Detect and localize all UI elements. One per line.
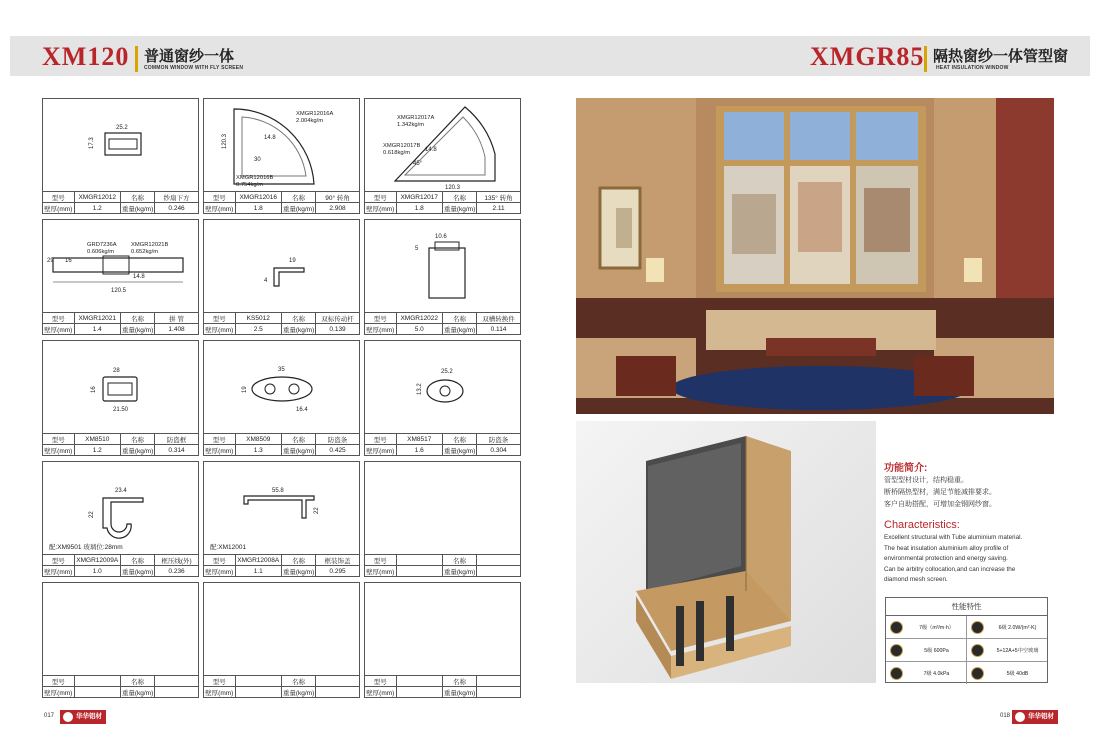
window-frame-section-image	[576, 421, 876, 683]
model-value: XMGR12008A	[235, 555, 282, 566]
svg-text:35: 35	[278, 367, 285, 373]
weight-value: 0.246	[155, 203, 198, 214]
performance-row	[886, 639, 1047, 662]
profile-section-drawing	[43, 583, 198, 676]
profile-part-label: 0.618kg/m	[383, 150, 411, 156]
profile-spec-table	[365, 191, 520, 213]
profile-spec-table	[365, 312, 520, 334]
feature-line: 断桥隔热型材，满足节能减排要求。	[884, 489, 996, 496]
model-value: KS5012	[235, 313, 282, 324]
profile-spec-table	[365, 433, 520, 455]
name-value: 防盗条	[477, 434, 520, 445]
svg-text:19: 19	[242, 386, 248, 393]
weight-label: 重量(kg/m)	[121, 687, 155, 698]
insulation-icon	[971, 621, 984, 634]
profile-part-label: XMGR12017A	[397, 115, 435, 121]
wind-pressure-icon	[890, 667, 903, 680]
name-label: 名称	[121, 192, 155, 203]
profile-card	[364, 340, 521, 456]
thickness-label: 壁厚(mm)	[204, 566, 235, 577]
name-value: 框压线(外)	[155, 555, 198, 566]
svg-text:55.8: 55.8	[272, 488, 284, 494]
weight-label: 重量(kg/m)	[443, 203, 477, 214]
right-series-title: 隔热窗纱一体管型窗	[933, 47, 1069, 65]
performance-value: 5级 600Pa	[924, 647, 949, 654]
profile-spec-table	[43, 312, 198, 334]
svg-text:30: 30	[254, 157, 261, 163]
characteristics-line: Excellent structural with Tube aluminium material.	[884, 534, 1023, 541]
characteristics-line: Can be arbitry collocation,and can increase the	[884, 565, 1016, 573]
name-label: 名称	[443, 192, 477, 203]
svg-text:14.8: 14.8	[133, 274, 145, 280]
thickness-value: 1.6	[396, 445, 443, 456]
profile-card	[364, 582, 521, 698]
name-value	[477, 676, 520, 687]
thickness-label: 壁厚(mm)	[204, 687, 235, 698]
model-label: 型号	[365, 192, 396, 203]
profile-section-drawing	[204, 341, 359, 434]
room-illustration	[576, 98, 1054, 414]
model-label: 型号	[204, 313, 235, 324]
profile-section-drawing	[43, 341, 198, 434]
thickness-value: 1.3	[235, 445, 282, 456]
model-label: 型号	[365, 434, 396, 445]
profile-section-drawing	[204, 583, 359, 676]
model-value	[235, 676, 282, 687]
characteristics-line: The heat insulation aluminium alloy profile of	[884, 544, 1009, 552]
profile-note: 配:XM9501 玻璃位:28mm	[49, 544, 123, 551]
profile-spec-table	[204, 312, 359, 334]
airtightness-icon	[890, 621, 903, 634]
svg-text:16: 16	[91, 386, 97, 393]
weight-label: 重量(kg/m)	[443, 445, 477, 456]
model-value: XMGR12016	[235, 192, 282, 203]
profile-part-label: 0.606kg/m	[87, 249, 115, 255]
weight-label: 重量(kg/m)	[282, 203, 316, 214]
profile-spec-table	[43, 554, 198, 576]
name-label: 名称	[121, 434, 155, 445]
feature-line: 客户自助搭配，可增加金钢网纱窗。	[884, 501, 996, 508]
thickness-label: 壁厚(mm)	[365, 324, 396, 335]
right-series-code: XMGR85	[810, 42, 925, 71]
thickness-value: 1.8	[396, 203, 443, 214]
thickness-value: 1.2	[74, 203, 121, 214]
model-label: 型号	[204, 555, 235, 566]
svg-text:21.50: 21.50	[113, 407, 129, 413]
profile-section-drawing	[365, 583, 520, 676]
profile-spec-table	[204, 433, 359, 455]
model-value	[74, 676, 121, 687]
thickness-label: 壁厚(mm)	[204, 445, 235, 456]
model-value: XMGR12022	[396, 313, 443, 324]
thickness-value: 2.5	[235, 324, 282, 335]
svg-text:23.4: 23.4	[115, 488, 127, 494]
model-value: XMGR12012	[74, 192, 121, 203]
svg-text:14.8: 14.8	[264, 135, 276, 141]
name-value	[316, 676, 359, 687]
name-label: 名称	[282, 192, 316, 203]
name-value: 135° 转角	[477, 192, 520, 203]
profile-card	[42, 461, 199, 577]
name-value	[155, 676, 198, 687]
profile-card	[42, 98, 199, 214]
name-value: 纱扇下方	[155, 192, 198, 203]
left-series-code: XM120	[42, 42, 130, 71]
weight-value	[477, 566, 520, 577]
thickness-value: 1.1	[235, 566, 282, 577]
performance-divider	[966, 616, 967, 638]
name-value: 防盗条	[316, 434, 359, 445]
name-label: 名称	[443, 676, 477, 687]
weight-value: 0.304	[477, 445, 520, 456]
name-value: 双槽转换件	[477, 313, 520, 324]
name-value: 90° 转角	[316, 192, 359, 203]
thickness-label: 壁厚(mm)	[43, 324, 74, 335]
performance-divider	[966, 639, 967, 661]
weight-value	[155, 687, 198, 698]
weight-label: 重量(kg/m)	[443, 324, 477, 335]
profile-card	[364, 219, 521, 335]
profile-spec-table	[365, 554, 520, 576]
model-label: 型号	[365, 676, 396, 687]
profile-part-label: 0.652kg/m	[131, 249, 159, 255]
name-label: 名称	[121, 676, 155, 687]
model-value: XMGR12021	[74, 313, 121, 324]
profile-spec-table	[43, 433, 198, 455]
weight-value: 0.295	[316, 566, 359, 577]
model-label: 型号	[43, 555, 74, 566]
weight-label: 重量(kg/m)	[443, 566, 477, 577]
profile-note: 配:XM12001	[210, 544, 247, 551]
profile-part-label: 1.342kg/m	[397, 122, 425, 128]
weight-label: 重量(kg/m)	[121, 445, 155, 456]
thickness-value: 1.8	[235, 203, 282, 214]
svg-text:120.3: 120.3	[445, 185, 461, 191]
performance-value: 5+12A+5中空玻璃	[996, 647, 1039, 654]
model-value: XM8510	[74, 434, 121, 445]
weight-label: 重量(kg/m)	[282, 445, 316, 456]
left-title-separator	[135, 46, 138, 72]
right-page-number: 018	[1000, 713, 1011, 719]
svg-text:4: 4	[264, 278, 268, 284]
name-label: 名称	[121, 555, 155, 566]
name-label: 名称	[282, 434, 316, 445]
svg-text:28: 28	[113, 368, 120, 374]
name-value: 拼 管	[155, 313, 198, 324]
thickness-value: 1.2	[74, 445, 121, 456]
brand-logo-left: 华华铝材	[60, 710, 106, 724]
profile-card	[203, 98, 360, 214]
model-label: 型号	[365, 555, 396, 566]
performance-row	[886, 662, 1047, 684]
thickness-value	[396, 687, 443, 698]
weight-value: 0.236	[155, 566, 198, 577]
profile-card	[203, 219, 360, 335]
name-label: 名称	[121, 313, 155, 324]
weight-value: 0.314	[155, 445, 198, 456]
svg-text:16.4: 16.4	[296, 407, 308, 413]
profile-part-label: XMGR12016B	[236, 175, 274, 181]
weight-label: 重量(kg/m)	[282, 687, 316, 698]
model-label: 型号	[43, 313, 74, 324]
thickness-value: 1.0	[74, 566, 121, 577]
svg-text:29: 29	[47, 258, 54, 264]
performance-title: 性能特性	[886, 598, 1047, 616]
svg-text:16: 16	[65, 258, 72, 264]
svg-text:10.6: 10.6	[435, 234, 447, 240]
performance-value: 5级 40dB	[1006, 670, 1029, 677]
thickness-label: 壁厚(mm)	[365, 566, 396, 577]
thickness-value	[74, 687, 121, 698]
name-value: 双标传动杆	[316, 313, 359, 324]
profile-card	[203, 461, 360, 577]
profile-section-drawing	[204, 99, 359, 192]
name-label: 名称	[282, 313, 316, 324]
weight-value: 0.425	[316, 445, 359, 456]
weight-label: 重量(kg/m)	[121, 566, 155, 577]
thickness-label: 壁厚(mm)	[204, 203, 235, 214]
svg-text:14.8: 14.8	[425, 147, 437, 153]
svg-text:120.5: 120.5	[111, 288, 127, 294]
name-label: 名称	[443, 555, 477, 566]
brand-logo-right: 华华铝材	[1012, 710, 1058, 724]
profile-spec-table	[43, 191, 198, 213]
profile-spec-table	[43, 675, 198, 697]
left-series-title: 普通窗纱一体	[144, 47, 235, 65]
profile-card	[364, 461, 521, 577]
profile-card	[42, 340, 199, 456]
thickness-value	[396, 566, 443, 577]
left-page-number: 017	[44, 713, 55, 719]
model-label: 型号	[204, 676, 235, 687]
right-series-subtitle: HEAT INSULATION WINDOW	[936, 65, 1009, 71]
profile-part-label: GRD7236A	[87, 242, 117, 248]
model-label: 型号	[204, 434, 235, 445]
svg-text:25.2: 25.2	[116, 125, 128, 131]
weight-value: 0.139	[316, 324, 359, 335]
svg-text:13.2: 13.2	[417, 383, 423, 395]
thickness-value	[235, 687, 282, 698]
characteristics-line: diamond mesh screen.	[884, 576, 948, 583]
thickness-label: 壁厚(mm)	[43, 203, 74, 214]
svg-text:45°: 45°	[413, 161, 423, 167]
weight-value: 1.408	[155, 324, 198, 335]
model-label: 型号	[43, 434, 74, 445]
features-body	[884, 475, 1084, 511]
thickness-label: 壁厚(mm)	[204, 324, 235, 335]
profile-part-label: 2.004kg/m	[296, 118, 324, 124]
profile-section-drawing	[365, 462, 520, 555]
characteristics-body	[884, 533, 1049, 586]
profile-spec-table	[204, 675, 359, 697]
model-value: XMGR12009A	[74, 555, 121, 566]
svg-text:22: 22	[314, 507, 320, 514]
feature-line: 管型型材设计，结构稳重。	[884, 477, 968, 484]
profile-section-drawing	[365, 220, 520, 313]
profile-section-drawing	[204, 220, 359, 313]
profile-part-label: XMGR12016A	[296, 111, 334, 117]
characteristics-title: Characteristics:	[884, 519, 960, 531]
weight-value: 2.908	[316, 203, 359, 214]
weight-value	[477, 687, 520, 698]
svg-text:19: 19	[289, 258, 296, 264]
thickness-label: 壁厚(mm)	[365, 687, 396, 698]
weight-label: 重量(kg/m)	[121, 324, 155, 335]
svg-text:17.3: 17.3	[89, 137, 95, 149]
model-label: 型号	[43, 192, 74, 203]
sound-insulation-icon	[971, 667, 984, 680]
thickness-label: 壁厚(mm)	[43, 445, 74, 456]
thickness-label: 壁厚(mm)	[365, 445, 396, 456]
performance-value: 7级（m³/m·h）	[919, 624, 954, 631]
name-label: 名称	[282, 555, 316, 566]
name-label: 名称	[282, 676, 316, 687]
thickness-label: 壁厚(mm)	[43, 687, 74, 698]
name-value: 防盗框	[155, 434, 198, 445]
performance-value: 6级 2.0W/(m²·K)	[998, 624, 1037, 631]
model-value: XM8517	[396, 434, 443, 445]
thickness-value: 5.0	[396, 324, 443, 335]
profile-part-label: XMGR12021B	[131, 242, 169, 248]
thickness-label: 壁厚(mm)	[365, 203, 396, 214]
frame-section-illustration	[576, 421, 876, 683]
weight-value: 0.114	[477, 324, 520, 335]
weight-label: 重量(kg/m)	[282, 566, 316, 577]
name-label: 名称	[443, 313, 477, 324]
watertightness-icon	[890, 644, 903, 657]
name-value	[477, 555, 520, 566]
features-title: 功能简介:	[884, 463, 928, 474]
model-label: 型号	[43, 676, 74, 687]
profile-part-label: 0.754kg/m	[236, 182, 264, 188]
performance-divider	[966, 662, 967, 684]
performance-row	[886, 616, 1047, 639]
name-label: 名称	[443, 434, 477, 445]
performance-table	[885, 597, 1048, 683]
model-value: XM8509	[235, 434, 282, 445]
weight-value	[316, 687, 359, 698]
name-value: 框装饰盖	[316, 555, 359, 566]
model-value: XMGR12017	[396, 192, 443, 203]
thickness-label: 壁厚(mm)	[43, 566, 74, 577]
profile-spec-table	[204, 191, 359, 213]
profile-spec-table	[365, 675, 520, 697]
svg-text:120.3: 120.3	[222, 133, 228, 149]
weight-label: 重量(kg/m)	[121, 203, 155, 214]
interior-room-photo	[576, 98, 1054, 414]
profile-card	[203, 340, 360, 456]
svg-text:25.2: 25.2	[441, 369, 453, 375]
performance-value: 7级 4.0kPa	[923, 670, 950, 677]
right-title-separator	[924, 46, 927, 72]
profile-part-label: XMGR12017B	[383, 143, 421, 149]
model-value	[396, 676, 443, 687]
left-series-subtitle: COMMON WINDOW WITH FLY SCREEN	[144, 65, 244, 71]
weight-value: 2.11	[477, 203, 520, 214]
glass-icon	[971, 644, 984, 657]
svg-text:22: 22	[89, 511, 95, 518]
svg-text:5: 5	[415, 246, 419, 252]
profile-section-drawing	[43, 99, 198, 192]
model-label: 型号	[204, 192, 235, 203]
profile-section-drawing	[365, 341, 520, 434]
model-label: 型号	[365, 313, 396, 324]
profile-card	[42, 582, 199, 698]
profile-card	[364, 98, 521, 214]
characteristics-line: environmental protection and energy saving.	[884, 555, 1008, 562]
profile-card	[42, 219, 199, 335]
weight-label: 重量(kg/m)	[443, 687, 477, 698]
profile-card	[203, 582, 360, 698]
thickness-value: 1.4	[74, 324, 121, 335]
profile-section-drawing	[43, 220, 198, 313]
model-value	[396, 555, 443, 566]
profile-spec-table	[204, 554, 359, 576]
weight-label: 重量(kg/m)	[282, 324, 316, 335]
